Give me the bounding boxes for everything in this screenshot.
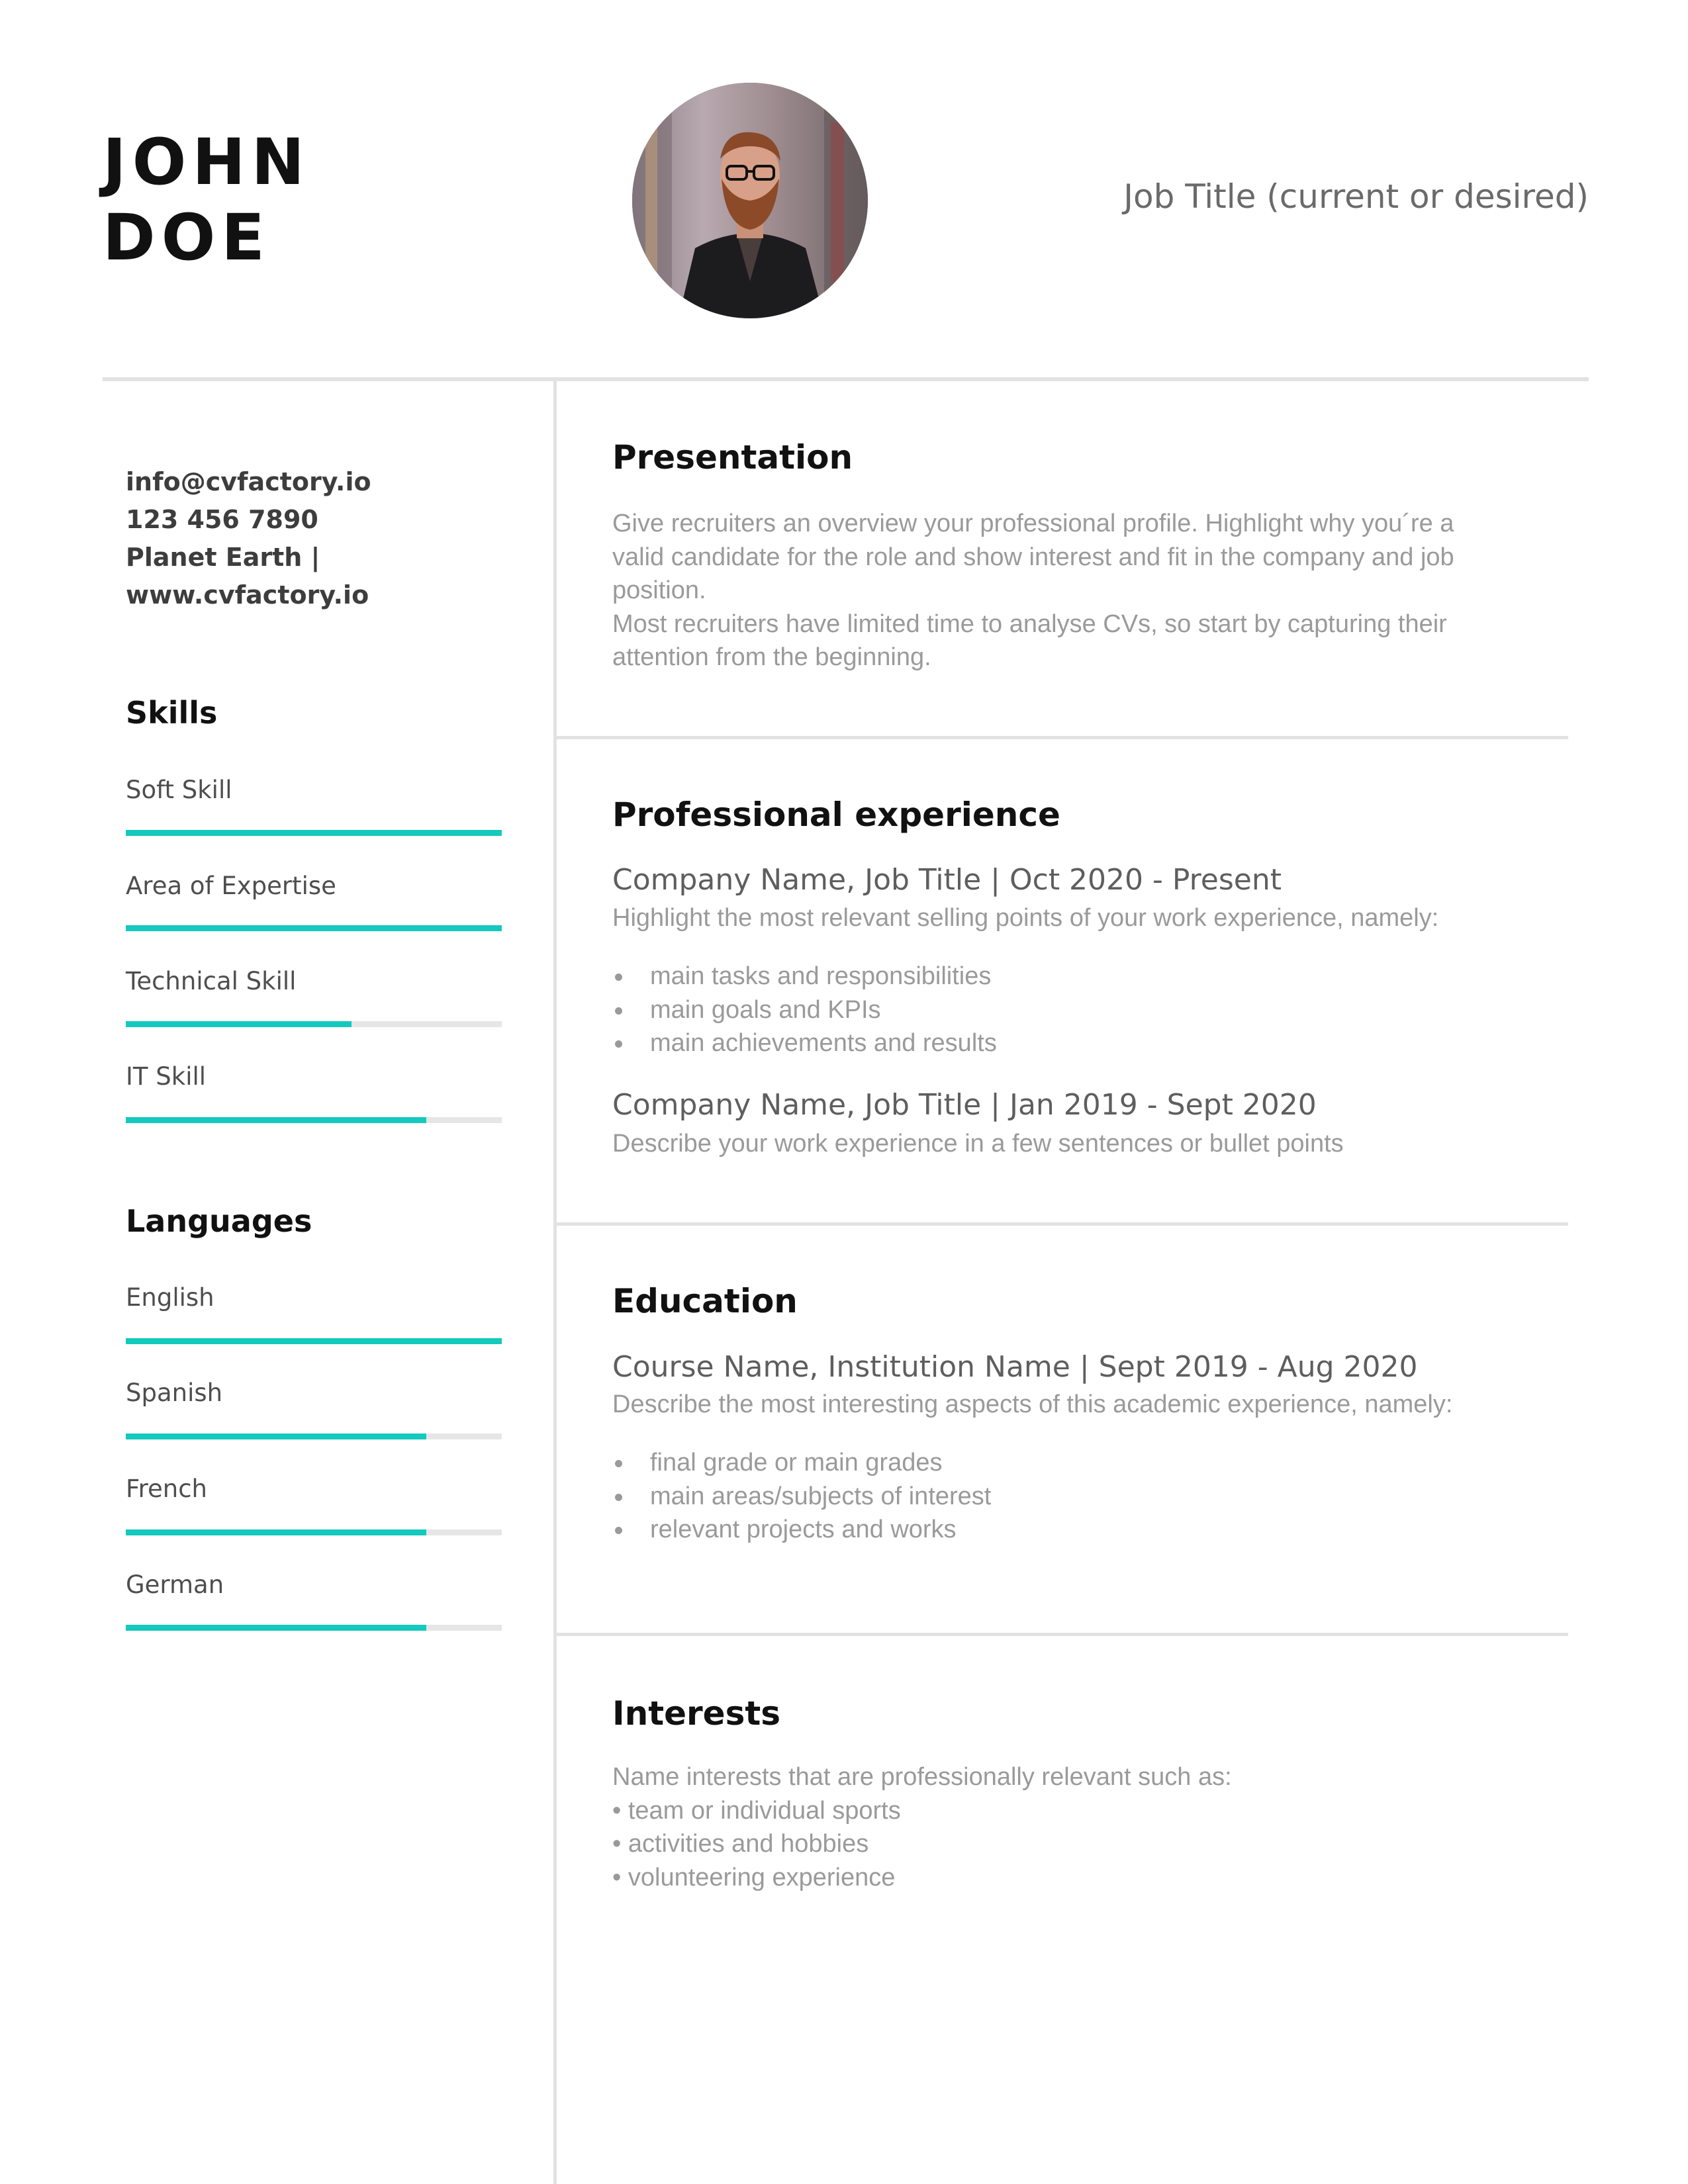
- presentation-line: attention from the beginning.: [612, 643, 931, 671]
- section-divider: [557, 1633, 1568, 1636]
- profile-photo: [632, 83, 868, 318]
- skill-label: Technical Skill: [126, 967, 297, 995]
- interest-line: • activities and hobbies: [612, 1830, 869, 1858]
- language-bar: [126, 1338, 502, 1344]
- language-bar: [126, 1433, 502, 1439]
- presentation-title: Presentation: [612, 438, 853, 477]
- presentation-line: position.: [612, 576, 706, 604]
- skill-bar-fill: [126, 1117, 426, 1123]
- language-bar: [126, 1529, 502, 1535]
- job-heading: Company Name, Job Title | Oct 2020 - Present: [612, 863, 1282, 897]
- contact-email: info@cvfactory.io: [126, 467, 371, 496]
- skill-label: Area of Expertise: [126, 872, 336, 900]
- interest-line: Name interests that are professionally relevant such as:: [612, 1763, 1232, 1791]
- list-item: relevant projects and works: [650, 1513, 1577, 1547]
- education-title: Education: [612, 1282, 798, 1320]
- presentation-line: valid candidate for the role and show interest and fit in the company and job: [612, 543, 1454, 571]
- skill-bar-fill: [126, 830, 502, 836]
- skill-bar: [126, 830, 502, 836]
- first-name: JOHN: [103, 125, 311, 199]
- list-item: main goals and KPIs: [650, 993, 1577, 1027]
- job-title: Job Title (current or desired): [1123, 177, 1589, 216]
- contact-info: [126, 463, 523, 614]
- list-item: final grade or main grades: [650, 1446, 1577, 1480]
- interests-title: Interests: [612, 1694, 781, 1733]
- language-label: Spanish: [126, 1379, 223, 1407]
- interests-text: [612, 1760, 1579, 1894]
- presentation-line: Most recruiters have limited time to analyse CVs, so start by capturing their: [612, 610, 1447, 638]
- column-divider: [553, 381, 557, 2184]
- job-heading: Company Name, Job Title | Jan 2019 - Sept 2020: [612, 1088, 1317, 1122]
- skill-bar-fill: [126, 925, 502, 931]
- section-divider: [557, 736, 1568, 739]
- last-name: DOE: [103, 201, 271, 275]
- skill-label: IT Skill: [126, 1062, 207, 1091]
- skill-label: Soft Skill: [126, 776, 232, 804]
- skill-bar: [126, 1117, 502, 1123]
- language-label: French: [126, 1475, 207, 1503]
- contact-location: Planet Earth |: [126, 543, 320, 572]
- list-item: main achievements and results: [650, 1026, 1577, 1060]
- language-bar-fill: [126, 1433, 426, 1439]
- interest-line: • team or individual sports: [612, 1796, 901, 1825]
- skill-bar: [126, 925, 502, 931]
- skill-bar-fill: [126, 1021, 352, 1027]
- experience-title: Professional experience: [612, 796, 1060, 834]
- profile-photo-image: [632, 83, 868, 318]
- header-divider: [103, 377, 1589, 381]
- language-bar-fill: [126, 1529, 426, 1535]
- contact-website: www.cvfactory.io: [126, 580, 369, 610]
- language-bar-fill: [126, 1338, 502, 1344]
- presentation-text: [612, 507, 1579, 674]
- language-label: German: [126, 1570, 224, 1599]
- language-bar: [126, 1625, 502, 1631]
- language-label: English: [126, 1283, 214, 1312]
- section-divider: [557, 1222, 1568, 1226]
- contact-phone: 123 456 7890: [126, 505, 318, 534]
- course-description: Describe the most interesting aspects of this academic experience, namely:: [612, 1390, 1453, 1418]
- candidate-name: [103, 124, 500, 275]
- skills-heading: Skills: [126, 695, 218, 731]
- job-description: Describe your work experience in a few sentences or bullet points: [612, 1130, 1344, 1158]
- skill-bar: [126, 1021, 502, 1027]
- education-bullet-list: [612, 1446, 1577, 1547]
- course-heading: Course Name, Institution Name | Sept 2019 - Aug 2020: [612, 1350, 1418, 1384]
- interest-line: • volunteering experience: [612, 1863, 896, 1891]
- list-item: main tasks and responsibilities: [650, 960, 1577, 993]
- presentation-line: Give recruiters an overview your professional profile. Highlight why you´re a: [612, 510, 1454, 537]
- language-bar-fill: [126, 1625, 426, 1631]
- list-item: main areas/subjects of interest: [650, 1480, 1577, 1514]
- job-description: Highlight the most relevant selling points of your work experience, namely:: [612, 904, 1439, 932]
- job-bullet-list: [612, 960, 1577, 1060]
- languages-heading: Languages: [126, 1203, 312, 1239]
